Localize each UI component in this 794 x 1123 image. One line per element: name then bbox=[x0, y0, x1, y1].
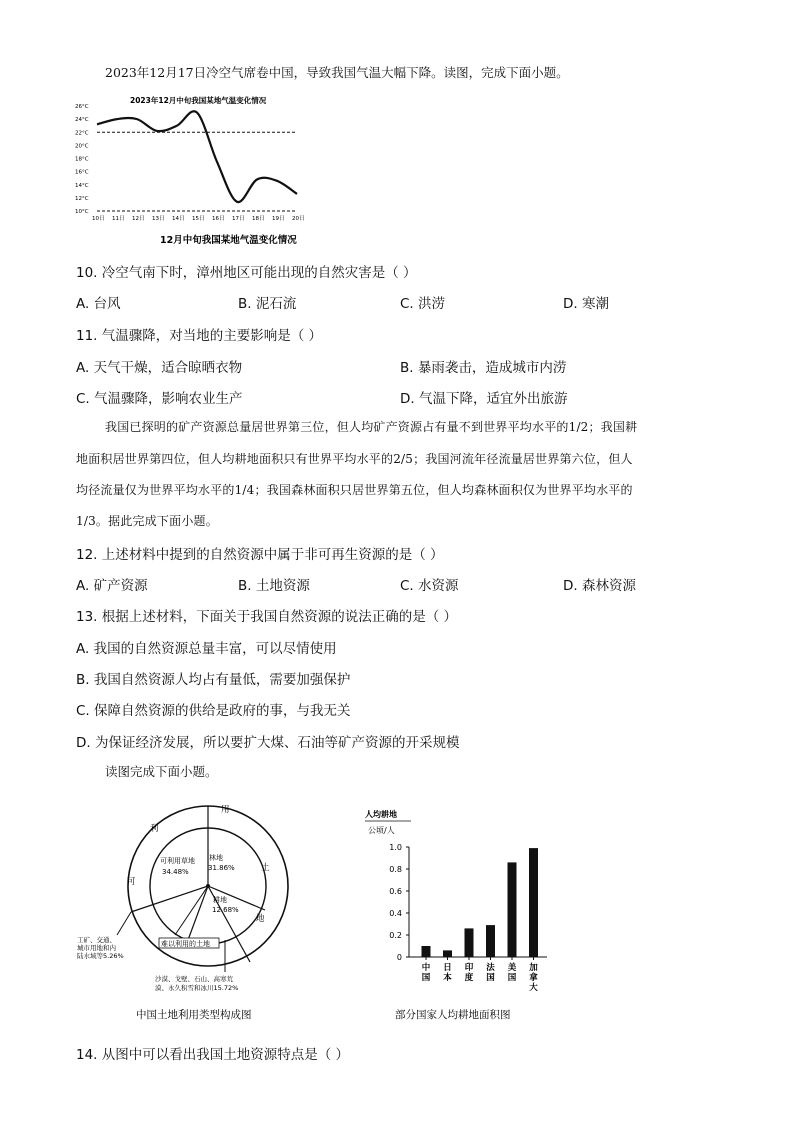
temp-y-tick-label: 14°C bbox=[75, 182, 89, 189]
bar-1 bbox=[443, 950, 452, 957]
temp-x-tick-label: 16日 bbox=[212, 216, 225, 222]
bar-y-tick-label: 0.4 bbox=[389, 909, 402, 918]
slice-forest-value: 31.86% bbox=[208, 864, 235, 872]
q11-option-a[interactable]: A. 天气干燥，适合晾晒衣物 bbox=[76, 360, 243, 376]
slice-farm-value: 12.68% bbox=[212, 906, 239, 914]
q12-option-d[interactable]: D. 森林资源 bbox=[563, 578, 636, 594]
passage-line-3: 均径流量仅为世界平均水平的1/4；我国森林面积只居世界第五位，但人均森林面积仅为世界平均水平的 bbox=[76, 483, 633, 497]
bar-y-tick-label: 0 bbox=[396, 953, 402, 962]
ring-label-can: 可 bbox=[127, 877, 136, 887]
slice-grass-value: 34.48% bbox=[162, 868, 189, 876]
farmland-bar-chart bbox=[365, 805, 565, 1030]
q11-option-d[interactable]: D. 气温下降，适宜外出旅游 bbox=[400, 391, 568, 407]
temperature-series-line bbox=[97, 111, 297, 202]
q10-option-a[interactable]: A. 台风 bbox=[76, 296, 121, 312]
temp-y-tick-label: 22°C bbox=[75, 130, 89, 137]
temp-x-tick-label: 17日 bbox=[232, 216, 245, 222]
bar-y-tick-label: 1.0 bbox=[389, 843, 402, 852]
q11-option-c[interactable]: C. 气温骤降，影响农业生产 bbox=[76, 391, 243, 407]
bar-4 bbox=[508, 862, 517, 957]
ring-label-use: 用 bbox=[221, 805, 230, 815]
chart1-title: 2023年12月中旬我国某地气温变化情况 bbox=[130, 96, 267, 105]
q13-option-a[interactable]: A. 我国的自然资源总量丰富，可以尽情使用 bbox=[76, 641, 337, 657]
bar-x-label: 中国 bbox=[421, 963, 431, 983]
temp-x-tick-label: 15日 bbox=[192, 216, 205, 222]
slice-desert-line-1: 沙漠、戈壁、石山、高寒荒 bbox=[155, 975, 233, 983]
bar-unit: 公顷/人 bbox=[368, 826, 395, 835]
temp-x-tick-label: 10日 bbox=[92, 216, 105, 222]
temp-x-tick-label: 12日 bbox=[132, 216, 145, 222]
temp-y-tick-label: 18°C bbox=[75, 156, 89, 163]
bar-x-label: 印度 bbox=[464, 963, 474, 983]
intro-figures: 读图完成下面小题。 bbox=[105, 764, 218, 779]
temp-x-tick-label: 14日 bbox=[172, 216, 185, 222]
bar-caption: 部分国家人均耕地面积图 bbox=[395, 1009, 511, 1021]
bar-x-label: 加拿大 bbox=[529, 963, 538, 993]
bar-ylabel: 人均耕地 bbox=[365, 810, 397, 819]
slice-grass-name: 可利用草地 bbox=[160, 857, 195, 865]
bar-2 bbox=[465, 928, 474, 957]
temp-y-tick-label: 16°C bbox=[75, 169, 89, 176]
temp-x-tick-label: 11日 bbox=[112, 216, 125, 222]
ring-label-benefit: 利 bbox=[150, 824, 159, 834]
temp-x-tick-label: 20日 bbox=[292, 216, 305, 222]
passage-line-4: 1/3。据此完成下面小题。 bbox=[76, 514, 218, 528]
q10-option-c[interactable]: C. 洪涝 bbox=[400, 296, 446, 312]
chart1-caption: 12月中旬我国某地气温变化情况 bbox=[160, 235, 297, 246]
q11-stem: 11. 气温骤降，对当地的主要影响是（ ） bbox=[76, 328, 323, 344]
ring-label-ground: 地 bbox=[256, 914, 265, 924]
slice-mine-line-2: 城市用地和内 bbox=[77, 944, 116, 952]
slice-mine-line-1: 工矿、交通、 bbox=[77, 936, 116, 944]
temp-x-tick-label: 18日 bbox=[252, 216, 265, 222]
slice-farm-name: 耕地 bbox=[213, 896, 227, 904]
bar-y-tick-label: 0.6 bbox=[389, 887, 402, 896]
slice-mine-line-3: 陆水域等5.26% bbox=[77, 952, 124, 960]
q10-stem: 10. 冷空气南下时，漳州地区可能出现的自然灾害是（ ） bbox=[76, 265, 417, 281]
bar-5 bbox=[529, 848, 538, 957]
q13-option-b[interactable]: B. 我国自然资源人均占有量低，需要加强保护 bbox=[76, 672, 351, 688]
temperature-line-chart bbox=[75, 88, 315, 253]
temp-y-tick-label: 10°C bbox=[75, 209, 89, 215]
temp-y-tick-label: 20°C bbox=[75, 143, 89, 150]
slice-hard-land-label: 难以利用的土地 bbox=[161, 940, 210, 948]
bar-3 bbox=[486, 925, 495, 957]
q12-option-b[interactable]: B. 土地资源 bbox=[238, 578, 310, 594]
bar-x-label: 美国 bbox=[507, 963, 517, 983]
land-use-pie-chart bbox=[75, 800, 305, 1032]
temp-y-tick-label: 26°C bbox=[75, 104, 89, 110]
q13-option-d[interactable]: D. 为保证经济发展，所以要扩大煤、石油等矿产资源的开采规模 bbox=[76, 735, 460, 751]
bar-0 bbox=[422, 946, 431, 957]
q10-option-b[interactable]: B. 泥石流 bbox=[238, 296, 297, 312]
temp-x-tick-label: 19日 bbox=[272, 216, 285, 222]
pie-caption: 中国土地利用类型构成图 bbox=[136, 1009, 252, 1021]
temp-x-tick-label: 13日 bbox=[152, 216, 165, 222]
q10-option-d[interactable]: D. 寒潮 bbox=[563, 296, 609, 312]
temp-y-tick-label: 12°C bbox=[75, 195, 89, 202]
q13-stem: 13. 根据上述材料，下面关于我国自然资源的说法正确的是（ ） bbox=[76, 609, 458, 625]
q13-option-c[interactable]: C. 保障自然资源的供给是政府的事，与我无关 bbox=[76, 703, 351, 719]
q11-option-b[interactable]: B. 暴雨袭击，造成城市内涝 bbox=[400, 360, 567, 376]
intro-climate: 2023年12月17日冷空气席卷中国，导致我国气温大幅下降。读图，完成下面小题。 bbox=[105, 65, 569, 80]
temp-y-tick-label: 24°C bbox=[75, 117, 89, 124]
q12-option-a[interactable]: A. 矿产资源 bbox=[76, 578, 148, 594]
q12-stem: 12. 上述材料中提到的自然资源中属于非可再生资源的是（ ） bbox=[76, 547, 444, 563]
slice-forest-name: 林地 bbox=[209, 854, 223, 862]
bar-x-label: 日本 bbox=[443, 963, 452, 983]
slice-desert-line-2: 漠、永久积雪和冰川15.72% bbox=[155, 984, 239, 992]
ring-label-earth: 土 bbox=[261, 863, 270, 873]
bar-y-tick-label: 0.8 bbox=[389, 865, 402, 874]
passage-line-2: 地面积居世界第四位，但人均耕地面积只有世界平均水平的2/5；我国河流年径流量居世界第六位，但人 bbox=[76, 452, 633, 466]
bar-y-tick-label: 0.2 bbox=[389, 931, 402, 940]
passage-line-1: 我国已探明的矿产资源总量居世界第三位，但人均矿产资源占有量不到世界平均水平的1/2；我国耕 bbox=[105, 420, 638, 434]
q12-option-c[interactable]: C. 水资源 bbox=[400, 578, 459, 594]
bar-x-label: 法国 bbox=[486, 963, 495, 983]
q14-stem: 14. 从图中可以看出我国土地资源特点是（ ） bbox=[76, 1047, 350, 1063]
